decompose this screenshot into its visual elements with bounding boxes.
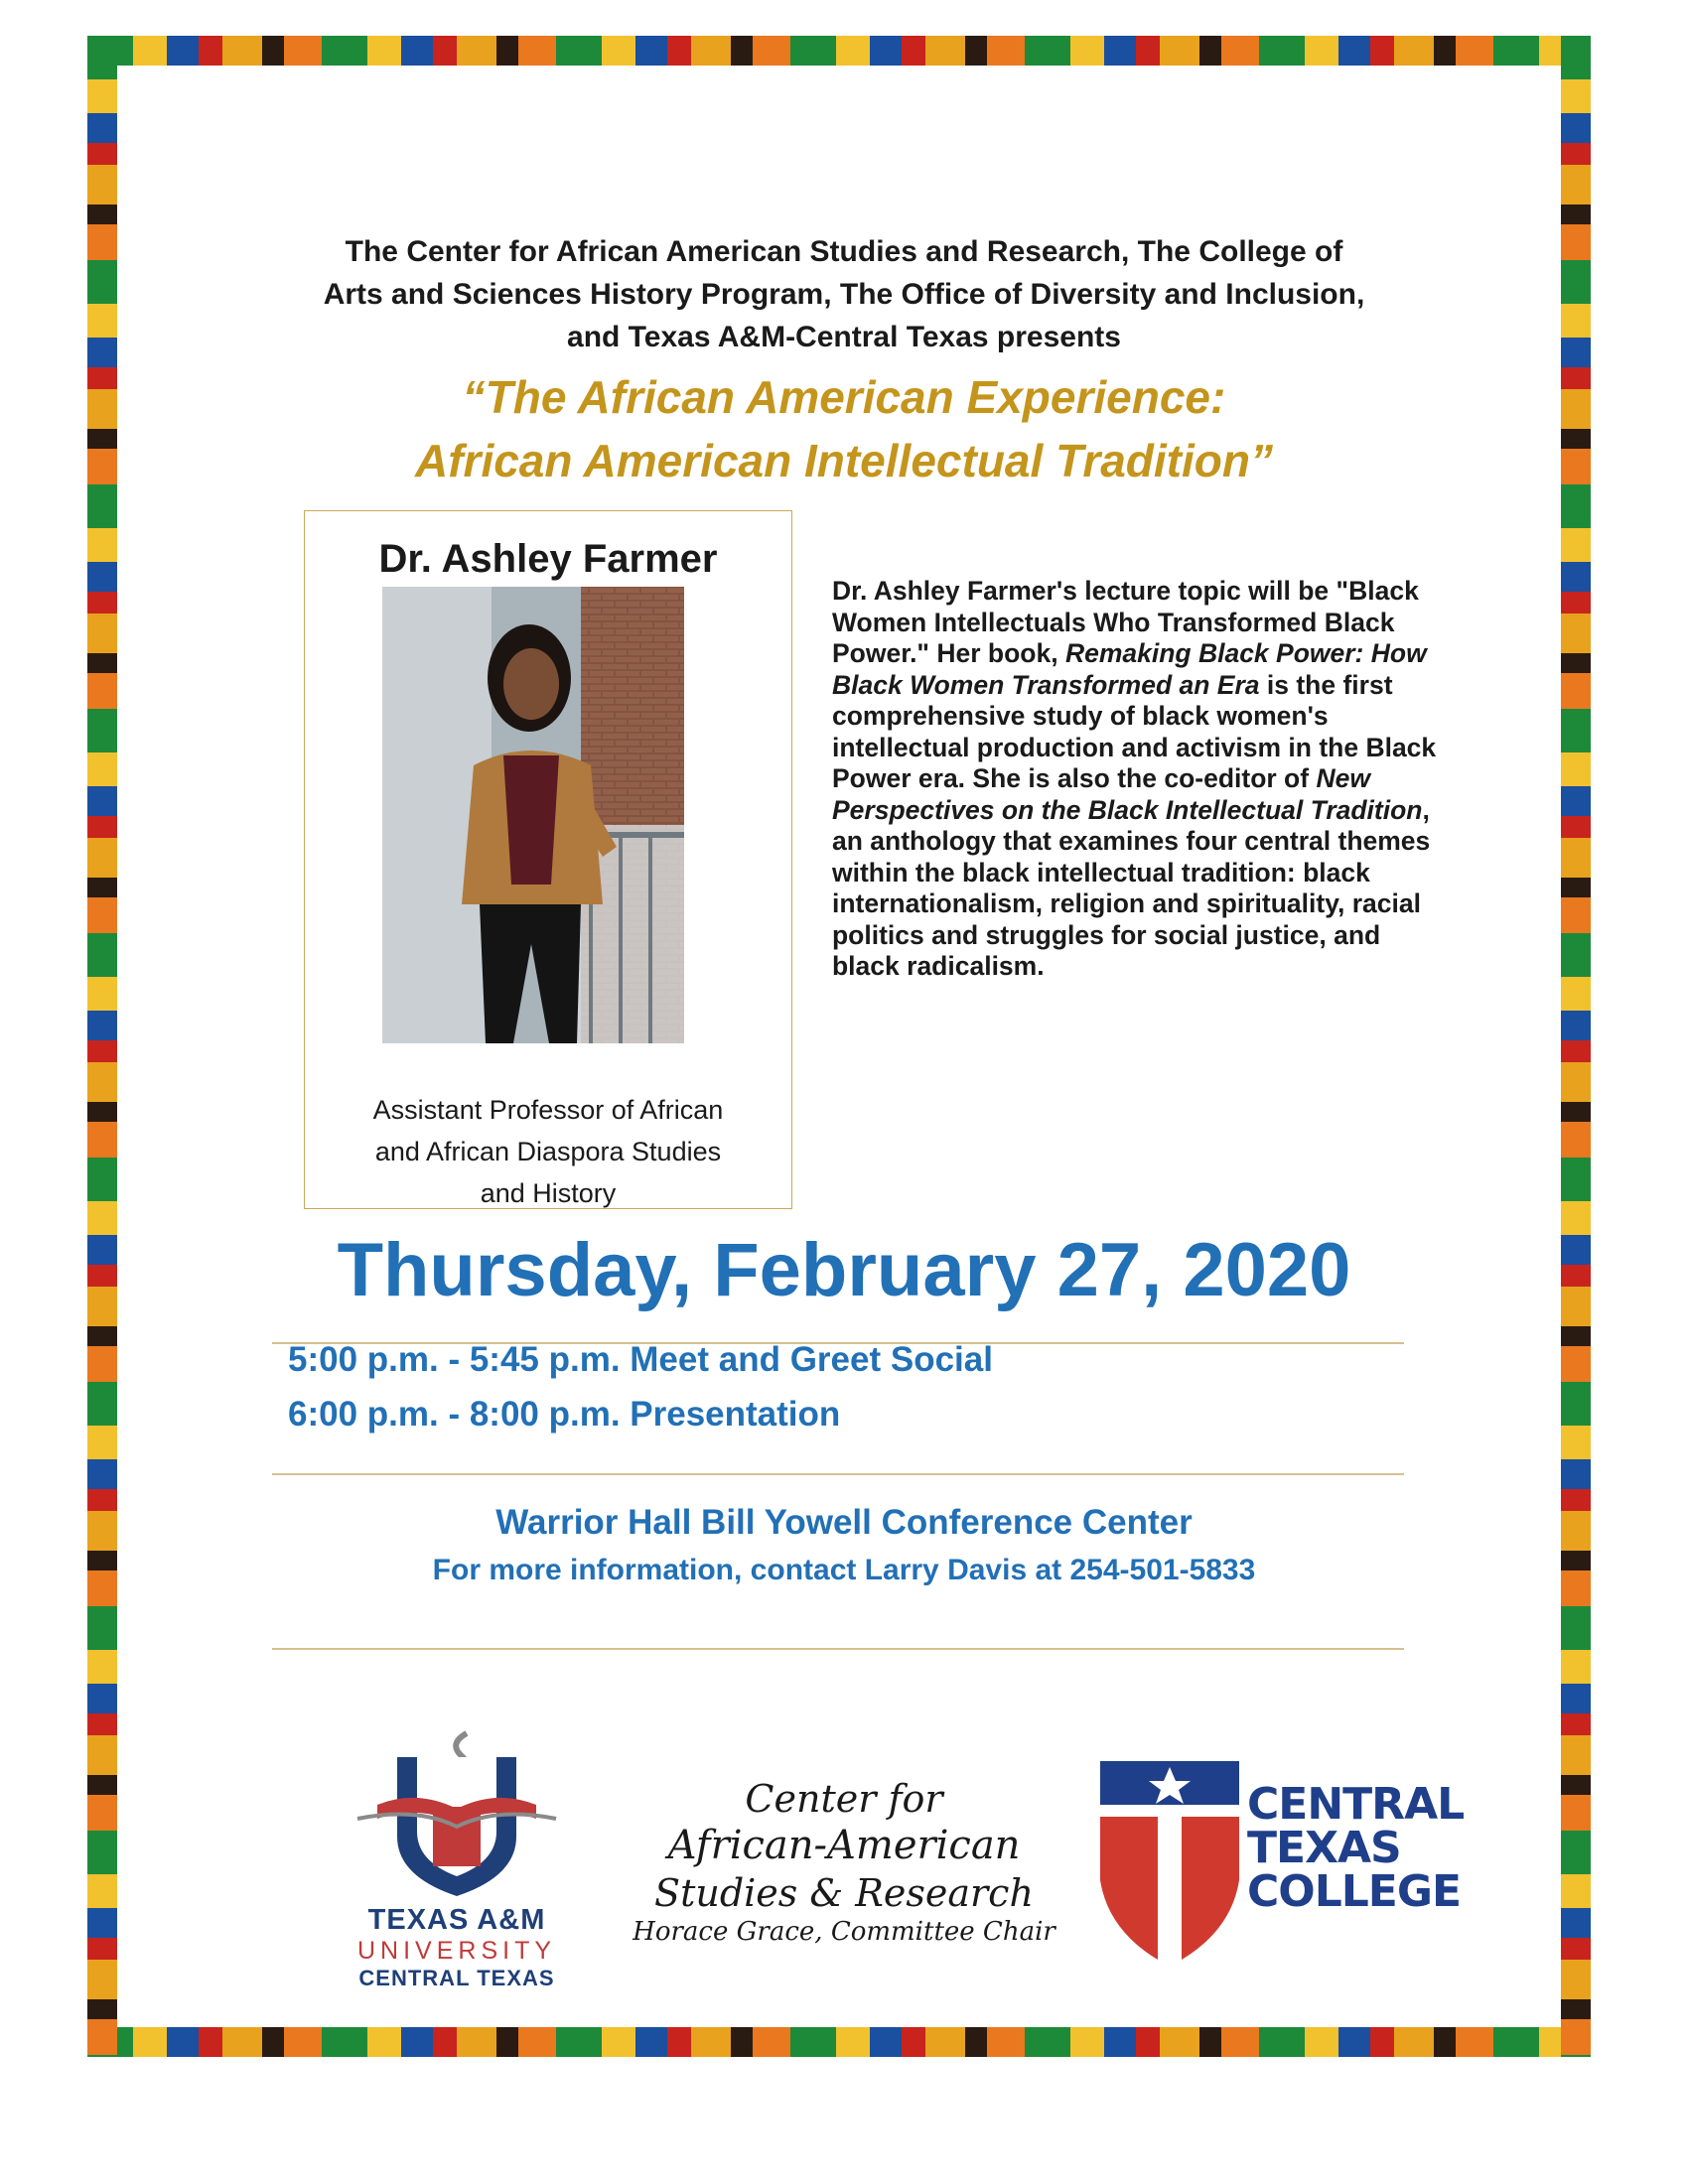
schedule-social: 5:00 p.m. - 5:45 p.m. Meet and Greet Social (288, 1340, 993, 1379)
tamu-ct-logo (338, 1727, 576, 1990)
event-title (199, 365, 1489, 492)
kente-border-left (87, 36, 117, 2057)
event-date: Thursday, February 27, 2020 (337, 1228, 1351, 1312)
intro-line: The Center for African American Studies and Research, The College of (345, 235, 1343, 268)
speaker-name: Dr. Ashley Farmer (378, 537, 718, 581)
event-contact: For more information, contact Larry Davis at 254-501-5833 (432, 1554, 1256, 1586)
role-line: and African Diaspora Studies (374, 1137, 722, 1166)
tamu-shield-icon (338, 1727, 576, 1901)
kente-border-top (87, 36, 1591, 66)
speaker-bio (832, 576, 1438, 983)
role-line: Assistant Professor of African (372, 1095, 724, 1125)
ctc-star-shield-icon (1100, 1761, 1239, 1960)
title-line: African American Intellectual Tradition” (415, 435, 1273, 486)
role-line: and History (480, 1178, 617, 1208)
divider (272, 1648, 1404, 1650)
intro-line: and Texas A&M-Central Texas presents (567, 321, 1121, 353)
bio-text: is the first comprehensive study of black women's intellectual production and activism in the Black Power era. She is also the co-editor of (832, 669, 1437, 793)
tamu-name: TEXAS A&M (367, 1904, 546, 1936)
caasr-chair: Horace Grace, Committee Chair (633, 1917, 1055, 1947)
bio-text: , an anthology that examines four central themes within the black intellectual tradition: black internationalism, religion and spirituality, racial politics and struggles for social justice, and black radicalism. (832, 794, 1431, 981)
ctc-line: CENTRAL (1247, 1779, 1465, 1830)
bio-text: Dr. Ashley Farmer's lecture topic will be "Black Women Intellectuals Who Transformed Black Power." Her book, (832, 576, 1419, 668)
caasr-line: Studies & Research (654, 1871, 1034, 1915)
ctc-line: TEXAS (1247, 1823, 1401, 1873)
schedule-presentation: 6:00 p.m. - 8:00 p.m. Presentation (288, 1395, 841, 1433)
kente-border-right (1561, 36, 1591, 2057)
speaker-photo (382, 587, 684, 1043)
kente-border-bottom (87, 2027, 1591, 2057)
ctc-logo (1100, 1761, 1465, 1979)
title-line: “The African American Experience: (462, 371, 1226, 423)
intro-line: Arts and Sciences History Program, The Office of Diversity and Inclusion, (323, 278, 1365, 311)
tamu-campus: CENTRAL TEXAS (358, 1966, 555, 1990)
divider (272, 1473, 1404, 1475)
caasr-line: Center for (745, 1777, 943, 1821)
book-title: New Perspectives on the Black Intellectual Tradition (832, 763, 1423, 825)
event-venue: Warrior Hall Bill Yowell Conference Center (495, 1503, 1193, 1542)
caasr-logo (616, 1777, 1072, 1948)
speaker-role (305, 1089, 791, 1214)
tamu-university: UNIVERSITY (356, 1937, 557, 1965)
caasr-line: African-American (667, 1823, 1021, 1868)
ctc-line: COLLEGE (1247, 1866, 1461, 1917)
presenters-intro (199, 230, 1489, 358)
book-title: Remaking Black Power: How Black Women Transformed an Era (832, 638, 1427, 700)
speaker-card (304, 510, 792, 1209)
